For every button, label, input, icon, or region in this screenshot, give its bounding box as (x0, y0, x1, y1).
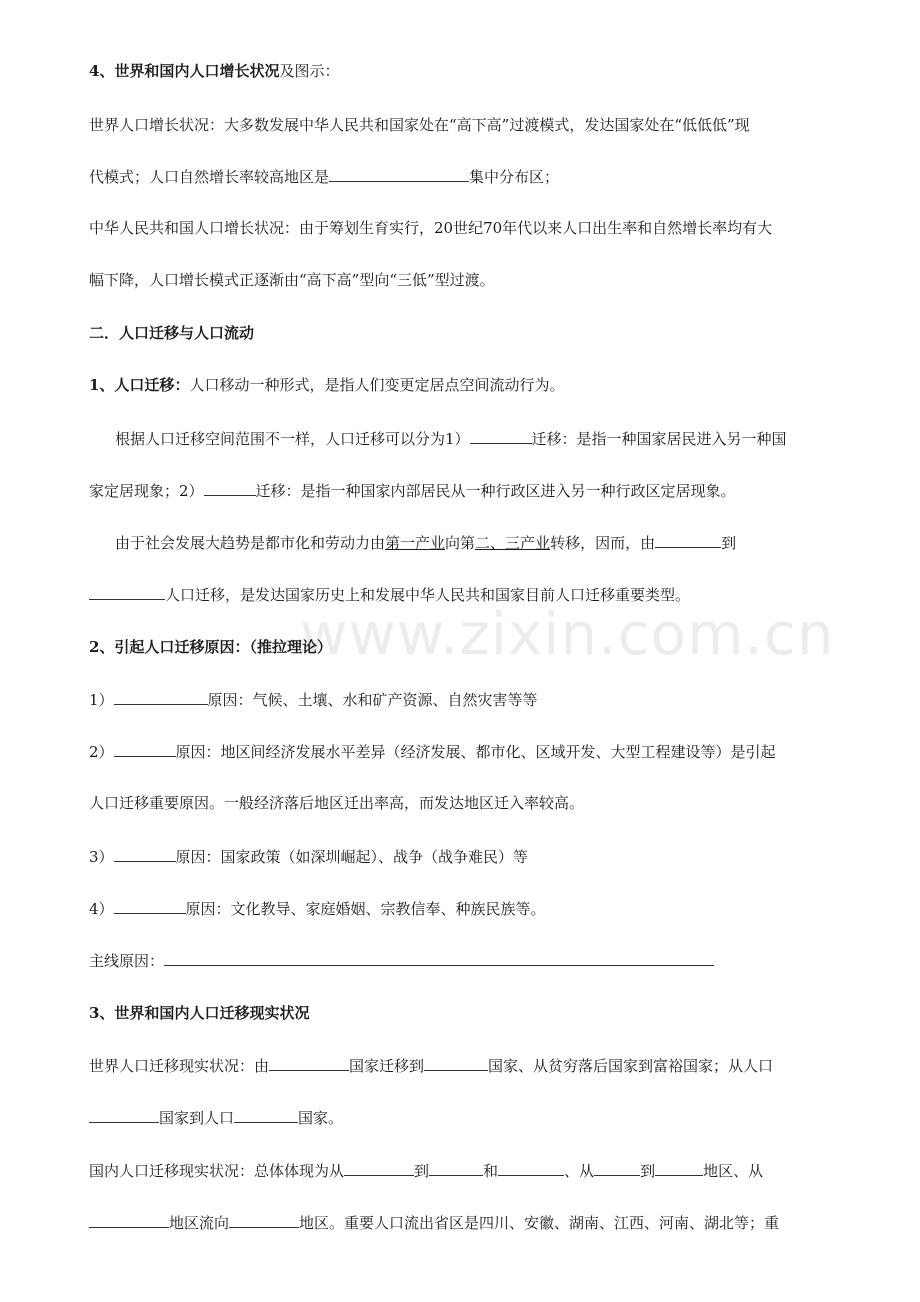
fill-blank-long[interactable] (164, 950, 714, 966)
text: 地区流向 (169, 1214, 230, 1232)
text: 向第 (445, 534, 476, 552)
underlined-term: 二、三产业 (475, 534, 551, 552)
paragraph-world-growth-1: 世界人口增长状况：大多数发展中华人民共和国家处在“高下高”过渡模式，发达国家处在“低低低”现 (89, 116, 750, 134)
item-number: 4） (89, 900, 114, 918)
text: 到 (640, 1162, 656, 1180)
fill-blank[interactable] (424, 1055, 488, 1071)
fill-blank[interactable] (114, 898, 186, 914)
main-cause-line (89, 950, 832, 971)
section-4-heading (89, 61, 832, 81)
fill-blank[interactable] (329, 166, 469, 182)
cause-item-2-cont: 人口迁移重要原因。一般经济落后地区迁出率高，而发达地区迁入率较高。 (89, 794, 585, 812)
text: 原因：地区间经济发展水平差异（经济发展、都市化、区域开发、大型工程建设等）是引起 (175, 743, 776, 761)
item-number: 3） (89, 848, 114, 866)
fill-blank[interactable] (594, 1160, 640, 1176)
subheading-migration (89, 375, 832, 395)
cause-item-3 (89, 846, 832, 867)
text: 由于社会发展大趋势是都市化和劳动力由 (115, 534, 386, 552)
paragraph-migration-types-1 (115, 428, 832, 449)
paragraph-world-migration-2 (89, 1107, 832, 1128)
text: 原因：文化教导、家庭婚姻、宗教信奉、种族民族等。 (185, 900, 546, 918)
underlined-term: 第一产业 (385, 534, 446, 552)
cause-item-1 (89, 689, 832, 710)
section-3-heading: 3、世界和国内人口迁移现实状况 (89, 1004, 310, 1022)
text: 地区。重要人口流出省区是四川、安徽、湖南、江西、河南、湖北等；重 (299, 1214, 780, 1232)
text: 、从 (564, 1162, 595, 1180)
cause-item-2 (89, 741, 832, 762)
text: 国家迁移到 (349, 1057, 425, 1075)
text: 地区、从 (703, 1162, 764, 1180)
watermark: www.zixin.com.cn (300, 600, 835, 668)
fill-blank[interactable] (204, 480, 256, 496)
fill-blank[interactable] (344, 1160, 414, 1176)
text: 转移，因而，由 (550, 534, 656, 552)
text: 集中分布区； (469, 168, 560, 186)
heading-bold-text: 4、世界和国内人口增长状况 (89, 62, 280, 80)
fill-blank[interactable] (470, 428, 532, 444)
text: 原因：国家政策（如深圳崛起）、战争（战争难民）等 (175, 848, 529, 866)
subheading-rest: 人口移动一种形式，是指人们变更定居点空间流动行为。 (189, 376, 565, 394)
fill-blank[interactable] (89, 1212, 169, 1228)
paragraph-china-growth-2: 幅下降，人口增长模式正逐渐由“高下高”型向“三低”型过渡。 (89, 271, 495, 289)
fill-blank[interactable] (498, 1160, 564, 1176)
paragraph-urbanization-2 (89, 584, 832, 605)
fill-blank[interactable] (89, 584, 165, 600)
text: 人口迁移，是发达国家历史上和发展中华人民共和国家目前人口迁移重要类型。 (165, 586, 691, 604)
paragraph-domestic-migration-1 (89, 1160, 832, 1181)
fill-blank[interactable] (429, 1160, 483, 1176)
paragraph-domestic-migration-2 (89, 1212, 832, 1233)
fill-blank[interactable] (655, 532, 721, 548)
text: 原因：气候、土壤、水和矿产资源、自然灾害等等 (207, 691, 538, 709)
paragraph-migration-types-2 (89, 480, 832, 501)
text: 国家、从贫穷落后国家到富裕国家；从人口 (488, 1057, 774, 1075)
item-number: 2） (89, 743, 114, 761)
text: 到 (721, 534, 737, 552)
heading-rest-text: 及图示： (279, 62, 340, 80)
subheading-bold: 1、人口迁移： (89, 376, 190, 394)
section-2-heading: 二．人口迁移与人口流动 (89, 324, 255, 342)
paragraph-urbanization-1 (115, 532, 832, 553)
paragraph-world-migration-1 (89, 1055, 832, 1076)
text: 到 (414, 1162, 430, 1180)
text: 世界人口迁移现实状况：由 (89, 1057, 270, 1075)
fill-blank[interactable] (269, 1055, 349, 1071)
text: 家定居现象；2） (89, 482, 204, 500)
main-cause-label: 主线原因： (89, 952, 165, 970)
text: 国内人口迁移现实状况：总体体现为从 (89, 1162, 345, 1180)
text: 国家到人口 (159, 1109, 235, 1127)
cause-item-4 (89, 898, 832, 919)
text: 国家。 (298, 1109, 344, 1127)
fill-blank[interactable] (655, 1160, 703, 1176)
fill-blank[interactable] (114, 689, 208, 705)
text: 代模式；人口自然增长率较高地区是 (89, 168, 330, 186)
section-causes-heading: 2、引起人口迁移原因：（推拉理论） (89, 638, 332, 656)
text: 迁移：是指一种国家居民进入另一种国 (531, 430, 787, 448)
text: 和 (483, 1162, 499, 1180)
text: 迁移：是指一种国家内部居民从一种行政区进入另一种行政区定居现象。 (255, 482, 736, 500)
fill-blank[interactable] (114, 741, 176, 757)
fill-blank[interactable] (114, 846, 176, 862)
paragraph-china-growth-1: 中华人民共和国人口增长状况：由于筹划生育实行，20世纪70年代以来人口出生率和自然增长率均有大 (89, 219, 773, 237)
text: 根据人口迁移空间范围不一样，人口迁移可以分为1） (115, 430, 470, 448)
fill-blank[interactable] (229, 1212, 299, 1228)
fill-blank[interactable] (234, 1107, 298, 1123)
fill-blank[interactable] (89, 1107, 159, 1123)
paragraph-world-growth-2 (89, 166, 832, 187)
item-number: 1） (89, 691, 114, 709)
